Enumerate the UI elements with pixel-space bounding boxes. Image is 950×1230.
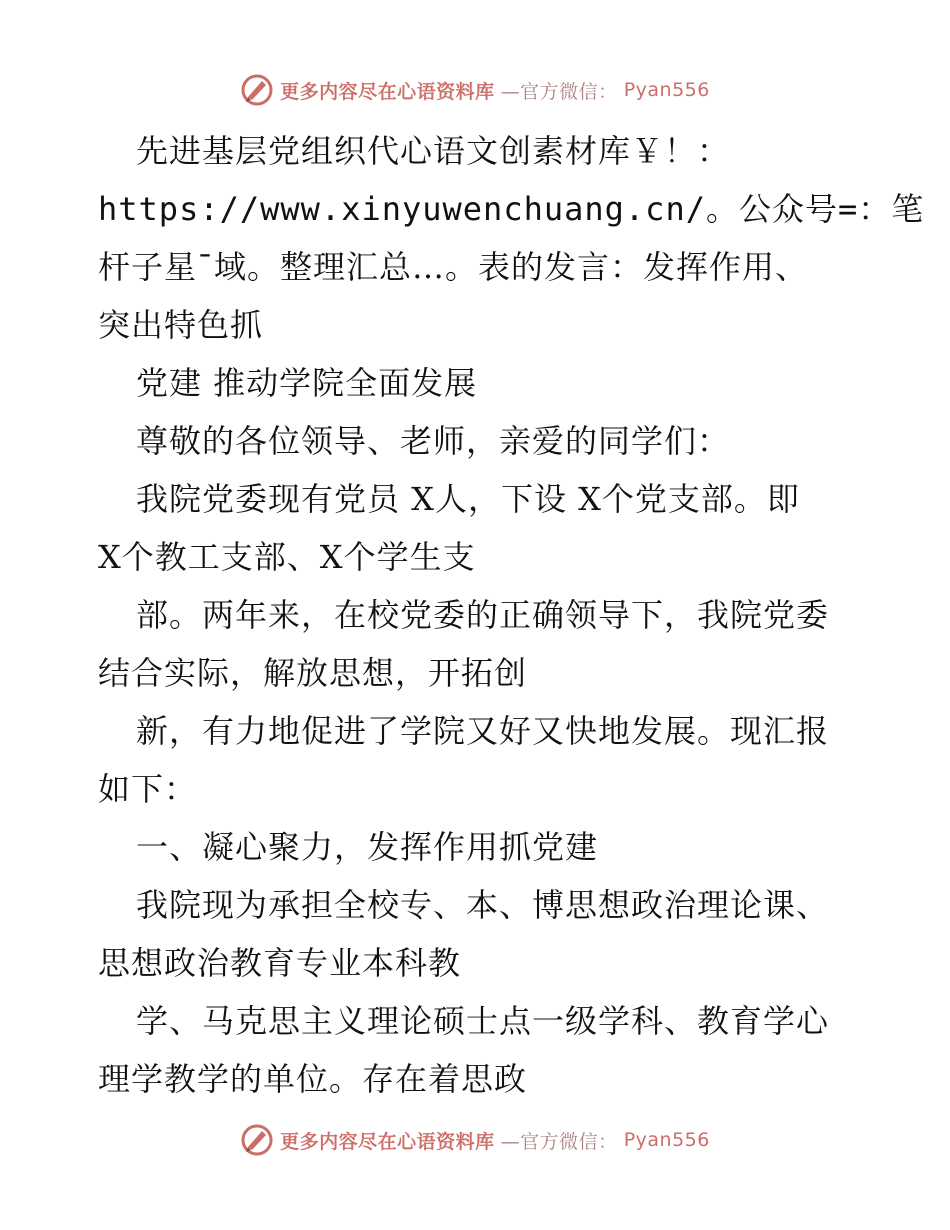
text-line: 党建 推动学院全面发展 — [136, 364, 478, 402]
text-line: 学、马克思主义理论硕士点一级学科、教育学心 — [136, 1002, 830, 1040]
text-line: 部。两年来，在校党委的正确领导下，我院党委 — [136, 596, 830, 634]
text-line: 先进基层党组织代心语文创素材库￥！： — [136, 132, 731, 170]
text-line: 思想政治教育专业本科教 — [98, 944, 462, 982]
footer-banner-label: —官方微信： — [500, 1130, 618, 1153]
text-line: 突出特色抓 — [98, 306, 264, 344]
text-line: X个教工支部、X个学生支 — [98, 538, 476, 576]
header-banner-title: 更多内容尽在心语资料库 — [280, 80, 495, 103]
header-banner-wechat-id: Pyan556 — [623, 79, 710, 101]
text-line: https://www.xinyuwenchuang.cn/。公众号=：笔 — [98, 190, 925, 228]
text-line: 如下： — [98, 770, 198, 808]
text-line: 我院党委现有党员 X人，下设 X个党支部。即 — [136, 480, 800, 518]
pen-logo-icon — [240, 73, 274, 107]
footer-banner-wechat-id: Pyan556 — [623, 1129, 710, 1151]
document-body — [98, 122, 925, 1108]
text-line: 理学教学的单位。存在着思政 — [98, 1060, 528, 1098]
text-line: 结合实际，解放思想，开拓创 — [98, 654, 528, 692]
pen-logo-icon — [240, 1123, 274, 1157]
header-watermark — [0, 70, 950, 110]
header-banner-label: —官方微信： — [500, 80, 618, 103]
section-heading: 一、凝心聚力，发挥作用抓党建 — [136, 828, 599, 866]
text-line: 杆子星¯域。整理汇总…。表的发言：发挥作用、 — [98, 248, 809, 286]
text-line: 新，有力地促进了学院又好又快地发展。现汇报 — [136, 712, 830, 750]
footer-watermark — [0, 1120, 950, 1160]
footer-banner-title: 更多内容尽在心语资料库 — [280, 1130, 495, 1153]
text-line: 我院现为承担全校专、本、博思想政治理论课、 — [136, 886, 830, 924]
text-line: 尊敬的各位领导、老师，亲爱的同学们： — [136, 422, 731, 460]
